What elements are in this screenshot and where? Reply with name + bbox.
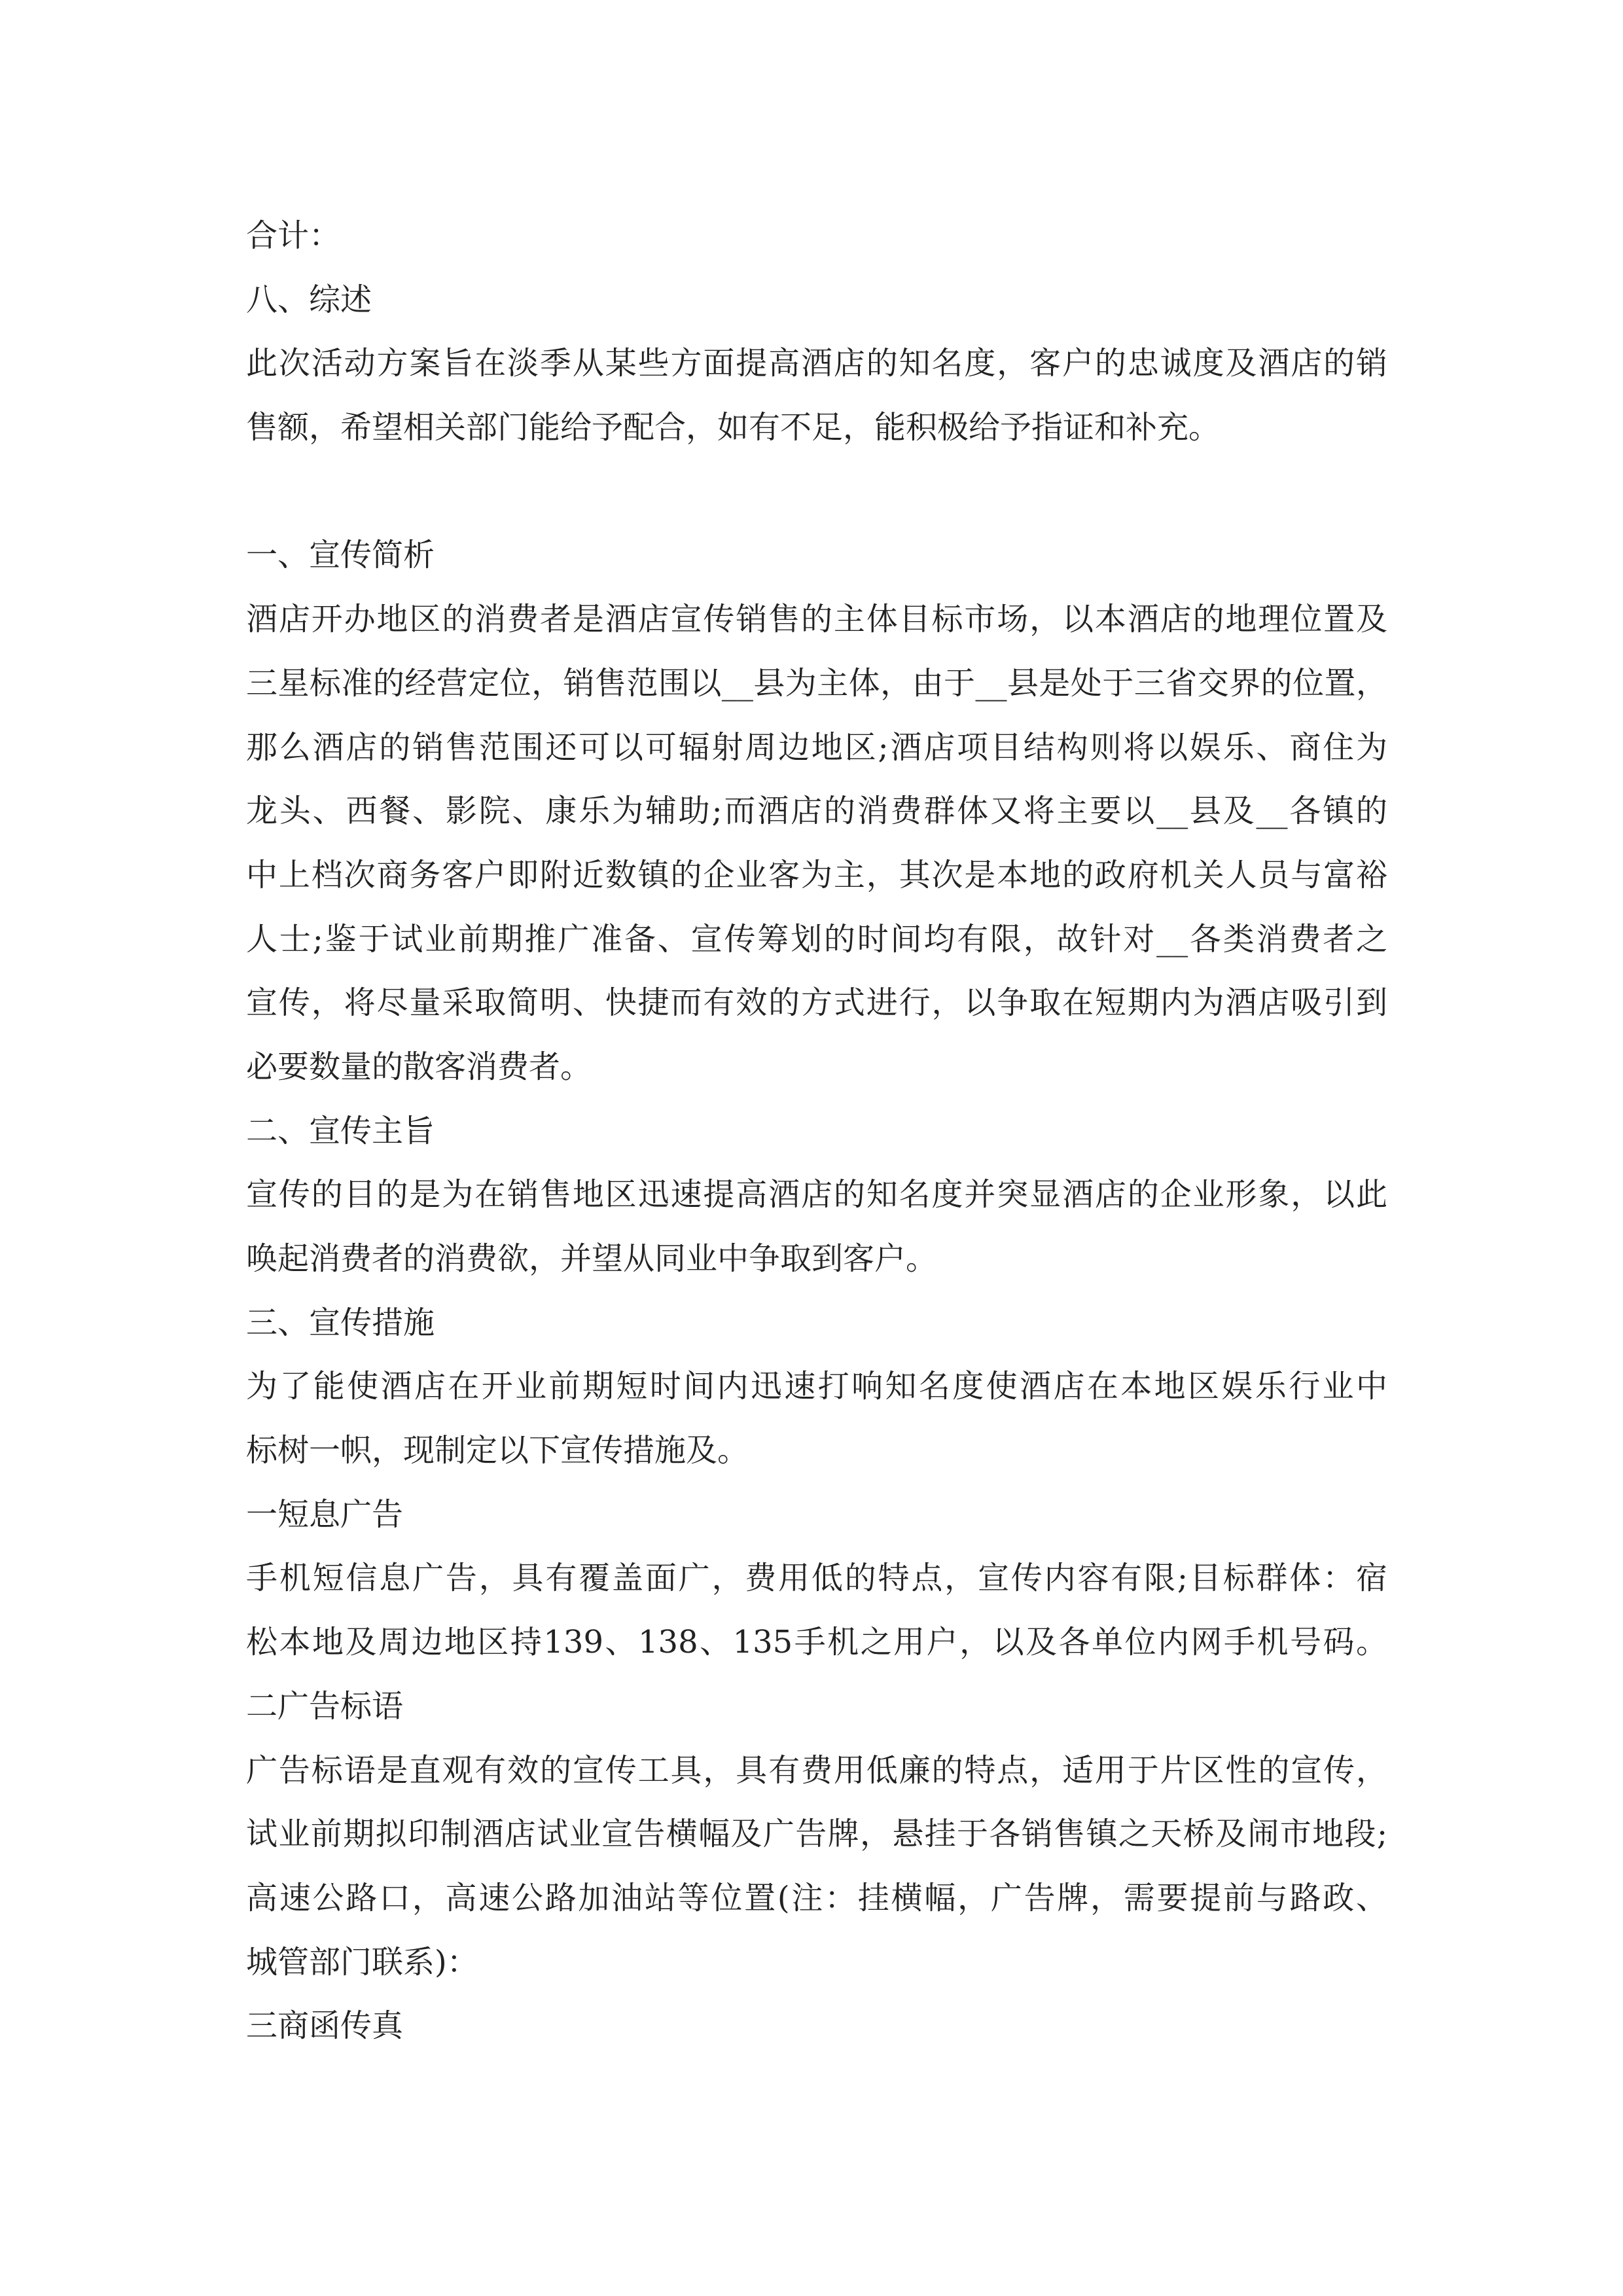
section-heading-measures: 三、宣传措施 (246, 1304, 435, 1341)
total-label: 合计： (246, 217, 341, 254)
document-body (246, 204, 1387, 2058)
paragraph-line: 标树一帜，现制定以下宣传措施及。 (246, 1432, 749, 1469)
paragraph-spacer (246, 460, 1387, 524)
paragraph-line: 广告标语是直观有效的宣传工具，具有费用低廉的特点，适用于片区性的宣传， (246, 1751, 1387, 1789)
paragraph-line: 松本地及周边地区持139、138、135手机之用户，以及各单位内网手机号码。 (246, 1624, 1387, 1661)
paragraph-line: 人士;鉴于试业前期推广准备、宣传筹划的时间均有限，故针对__各类消费者之 (246, 920, 1387, 958)
paragraph-line: 酒店开办地区的消费者是酒店宣传销售的主体目标市场，以本酒店的地理位置及 (246, 601, 1387, 638)
paragraph-line: 为了能使酒店在开业前期短时间内迅速打响知名度使酒店在本地区娱乐行业中 (246, 1368, 1387, 1405)
subheading-business-fax: 三商函传真 (246, 2007, 404, 2045)
section-heading-analysis: 一、宣传简析 (246, 537, 435, 574)
paragraph-line: 手机短信息广告，具有覆盖面广，费用低的特点，宣传内容有限;目标群体：宿 (246, 1560, 1387, 1597)
subheading-slogans: 二广告标语 (246, 1687, 404, 1725)
paragraph-line: 售额，希望相关部门能给予配合，如有不足，能积极给予指证和补充。 (246, 409, 1221, 446)
paragraph-line: 必要数量的散客消费者。 (246, 1048, 592, 1085)
section-heading-summary: 八、综述 (246, 281, 372, 318)
paragraph-line: 龙头、西餐、影院、康乐为辅助;而酒店的消费群体又将主要以__县及__各镇的 (246, 793, 1387, 830)
subheading-sms-ads: 一短息广告 (246, 1496, 404, 1533)
paragraph-line: 试业前期拟印制酒店试业宣告横幅及广告牌，悬挂于各销售镇之天桥及闹市地段; (246, 1816, 1387, 1853)
paragraph-line: 高速公路口，高速公路加油站等位置(注：挂横幅，广告牌，需要提前与路政、 (246, 1879, 1387, 1916)
paragraph-line: 那么酒店的销售范围还可以可辐射周边地区;酒店项目结构则将以娱乐、商住为 (246, 728, 1387, 766)
paragraph-line: 唤起消费者的消费欲，并望从同业中争取到客户。 (246, 1240, 938, 1277)
paragraph-line: 城管部门联系)： (246, 1943, 478, 1981)
section-heading-purpose: 二、宣传主旨 (246, 1112, 435, 1149)
paragraph-line: 此次活动方案旨在淡季从某些方面提高酒店的知名度，客户的忠诚度及酒店的销 (246, 345, 1387, 382)
paragraph-line: 宣传，将尽量采取简明、快捷而有效的方式进行，以争取在短期内为酒店吸引到 (246, 984, 1387, 1022)
paragraph-line: 三星标准的经营定位，销售范围以__县为主体，由于__县是处于三省交界的位置， (246, 664, 1387, 702)
paragraph-line: 中上档次商务客户即附近数镇的企业客为主，其次是本地的政府机关人员与富裕 (246, 856, 1387, 893)
paragraph-line: 宣传的目的是为在销售地区迅速提高酒店的知名度并突显酒店的企业形象，以此 (246, 1176, 1387, 1213)
